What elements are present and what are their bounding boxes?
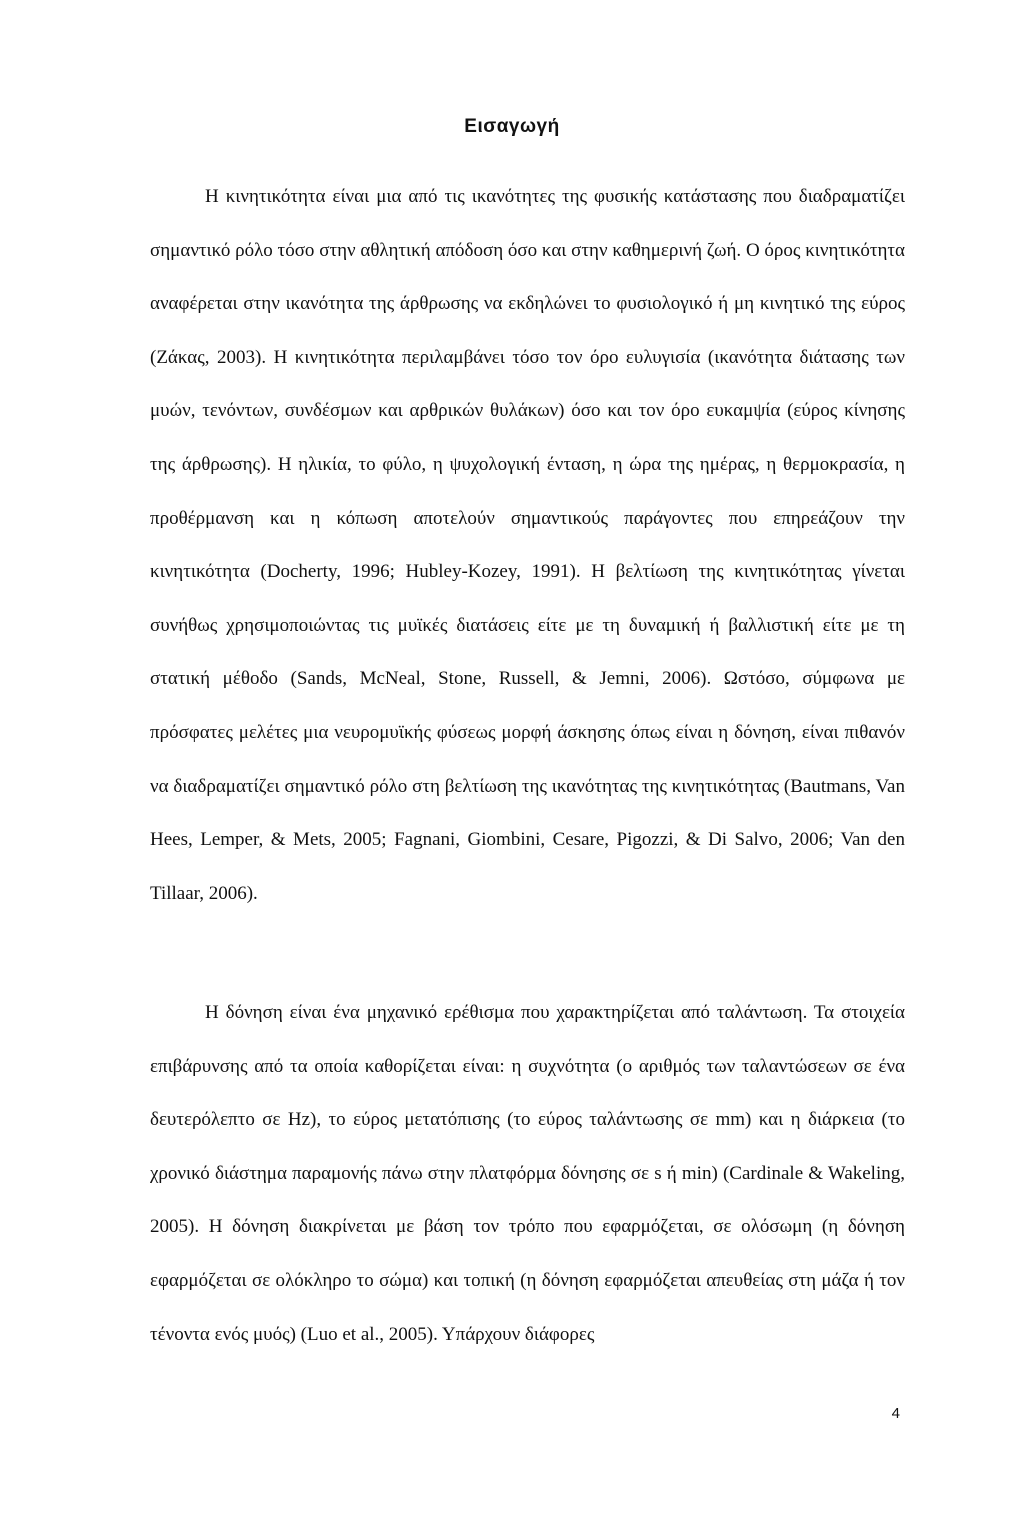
body-paragraph-mobility: Η κινητικότητα είναι μια από τις ικανότητες της φυσικής κατάστασης που διαδραματίζει σημαντικό ρόλο τόσο στην αθλητική απόδοση όσο και στην καθημερινή ζωή. Ο όρος κινητικότητα αναφέρεται στην ικανότητα της άρθρωσης να εκδηλώνει το φυσιολογικό ή μη κινητικό της εύρος (Ζάκας, 2003). Η κινητικότητα περιλαμβάνει τόσο τον όρο ευλυγισία (ικανότητα διάτασης των μυών, τενόντων, συνδέσμων και αρθρικών θυλάκων) όσο και τον όρο ευκαμψία (εύρος κίνησης της άρθρωσης). Η ηλικία, το φύλο, η ψυχολογική ένταση, η ώρα της ημέρας, η θερμοκρασία, η προθέρμανση και η κόπωση αποτελούν σημαντικούς παράγοντες που επηρεάζουν την κινητικότητα (Docherty, 1996; Hubley-Kozey, 1991). Η βελτίωση της κινητικότητας γίνεται συνήθως χρησιμοποιώντας τις μυϊκές διατάσεις είτε με τη δυναμική ή βαλλιστική είτε με τη στατική μέθοδο (Sands, McNeal, Stone, Russell, & Jemni, 2006). Ωστόσο, σύμφωνα με πρόσφατες μελέτες μια νευρομυϊκής φύσεως μορφή άσκησης όπως είναι η δόνηση, είναι πιθανόν να διαδραματίζει σημαντικό ρόλο στη βελτίωση της ικανότητας της κινητικότητας (Bautmans, Van Hees, Lemper, & Mets, 2005; Fagnani, Giombini, Cesare, Pigozzi, & Di Salvo, 2006; Van den Tillaar, 2006). (150, 186, 905, 904)
body-paragraph-vibration: Η δόνηση είναι ένα μηχανικό ερέθισμα που χαρακτηρίζεται από ταλάντωση. Τα στοιχεία επιβάρυνσης από τα οποία καθορίζεται είναι: η συχνότητα (ο αριθμός των ταλαντώσεων σε ένα δευτερόλεπτο σε Hz), το εύρος μετατόπισης (το εύρος ταλάντωσης σε mm) και η διάρκεια (το χρονικό διάστημα παραμονής πάνω στην πλατφόρμα δόνησης σε s ή min) (Cardinale & Wakeling, 2005). Η δόνηση διακρίνεται με βάση τον τρόπο που εφαρμόζεται, σε ολόσωμη (η δόνηση εφαρμόζεται σε ολόκληρο το σώμα) και τοπική (η δόνηση εφαρμόζεται απευθείας στη μάζα ή τον τένοντα ενός μυός) (Luo et al., 2005). Υπάρχουν διάφορες (150, 1002, 905, 1345)
section-heading: Εισαγωγή (464, 116, 560, 137)
page-number: 4 (891, 1405, 900, 1422)
